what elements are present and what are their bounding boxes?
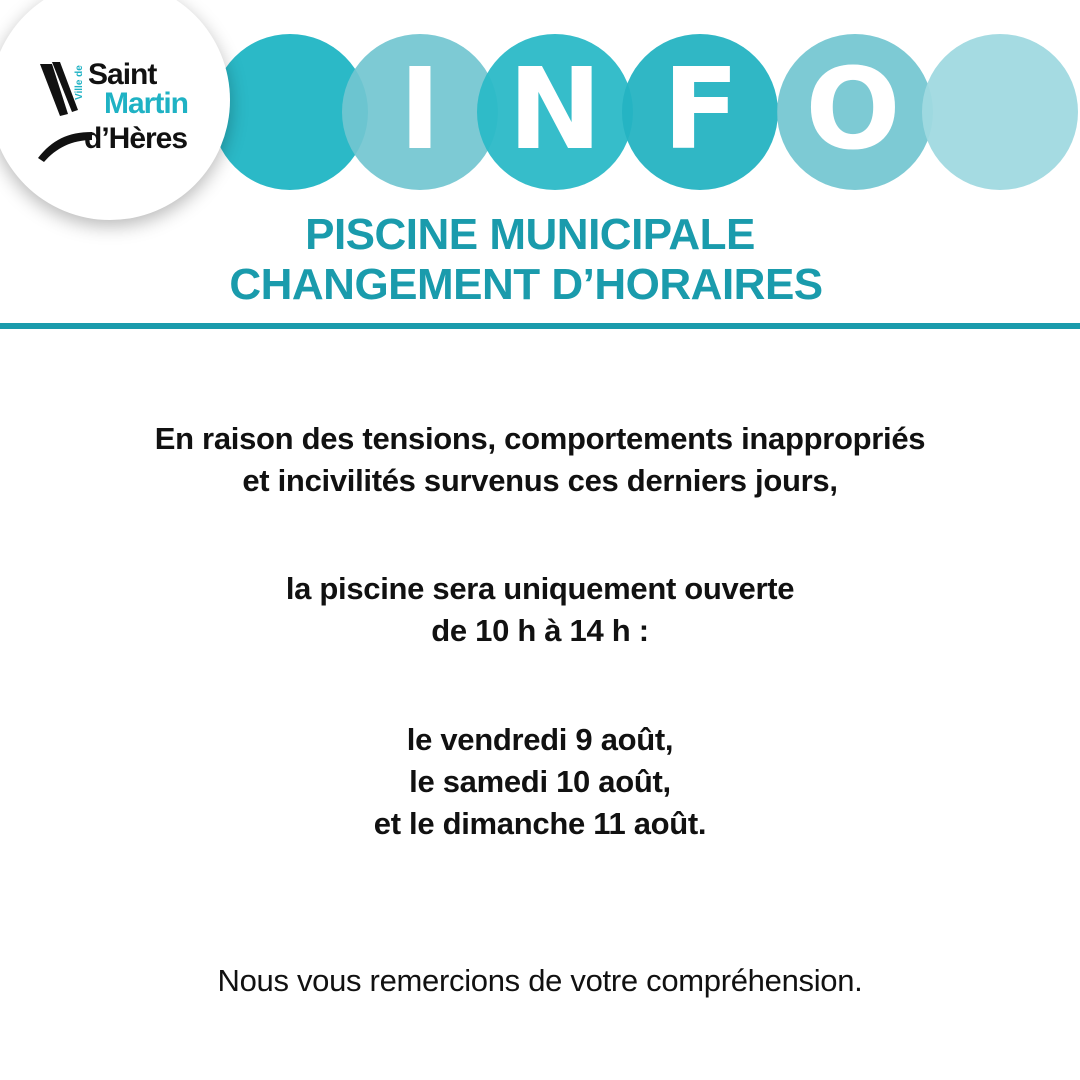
heading-line-2: CHANGEMENT D’HORAIRES (229, 260, 823, 309)
logo-saint-text: Saint (88, 58, 157, 91)
logo-martin-text: Martin (104, 87, 188, 120)
date-line-3: et le dimanche 11 août. (373, 806, 707, 841)
reason-paragraph (0, 418, 1080, 502)
thanks-text: Nous vous remercions de votre compréhension. (217, 963, 863, 998)
banner-circle (922, 34, 1078, 190)
reason-line-2: et incivilités survenus ces derniers jours, (242, 463, 838, 498)
reason-line-1: En raison des tensions, comportements inappropriés (154, 421, 926, 456)
info-letter-o: O (805, 45, 901, 175)
dates-paragraph (0, 719, 1080, 845)
info-letter-n: N (508, 45, 602, 175)
hours-paragraph (0, 568, 1080, 652)
info-letter-i: I (399, 45, 441, 175)
logo-ville-text: Ville de (74, 65, 85, 100)
hours-line-2: de 10 h à 14 h : (431, 613, 649, 648)
date-line-2: le samedi 10 août, (409, 764, 671, 799)
city-logo (38, 58, 188, 168)
hours-line-1: la piscine sera uniquement ouverte (285, 571, 795, 606)
heading-divider (0, 323, 1080, 329)
info-letter-f: F (662, 45, 740, 175)
logo-heres-text: d’Hères (84, 122, 188, 155)
date-line-1: le vendredi 9 août, (406, 722, 674, 757)
heading-line-1: PISCINE MUNICIPALE (305, 210, 755, 259)
